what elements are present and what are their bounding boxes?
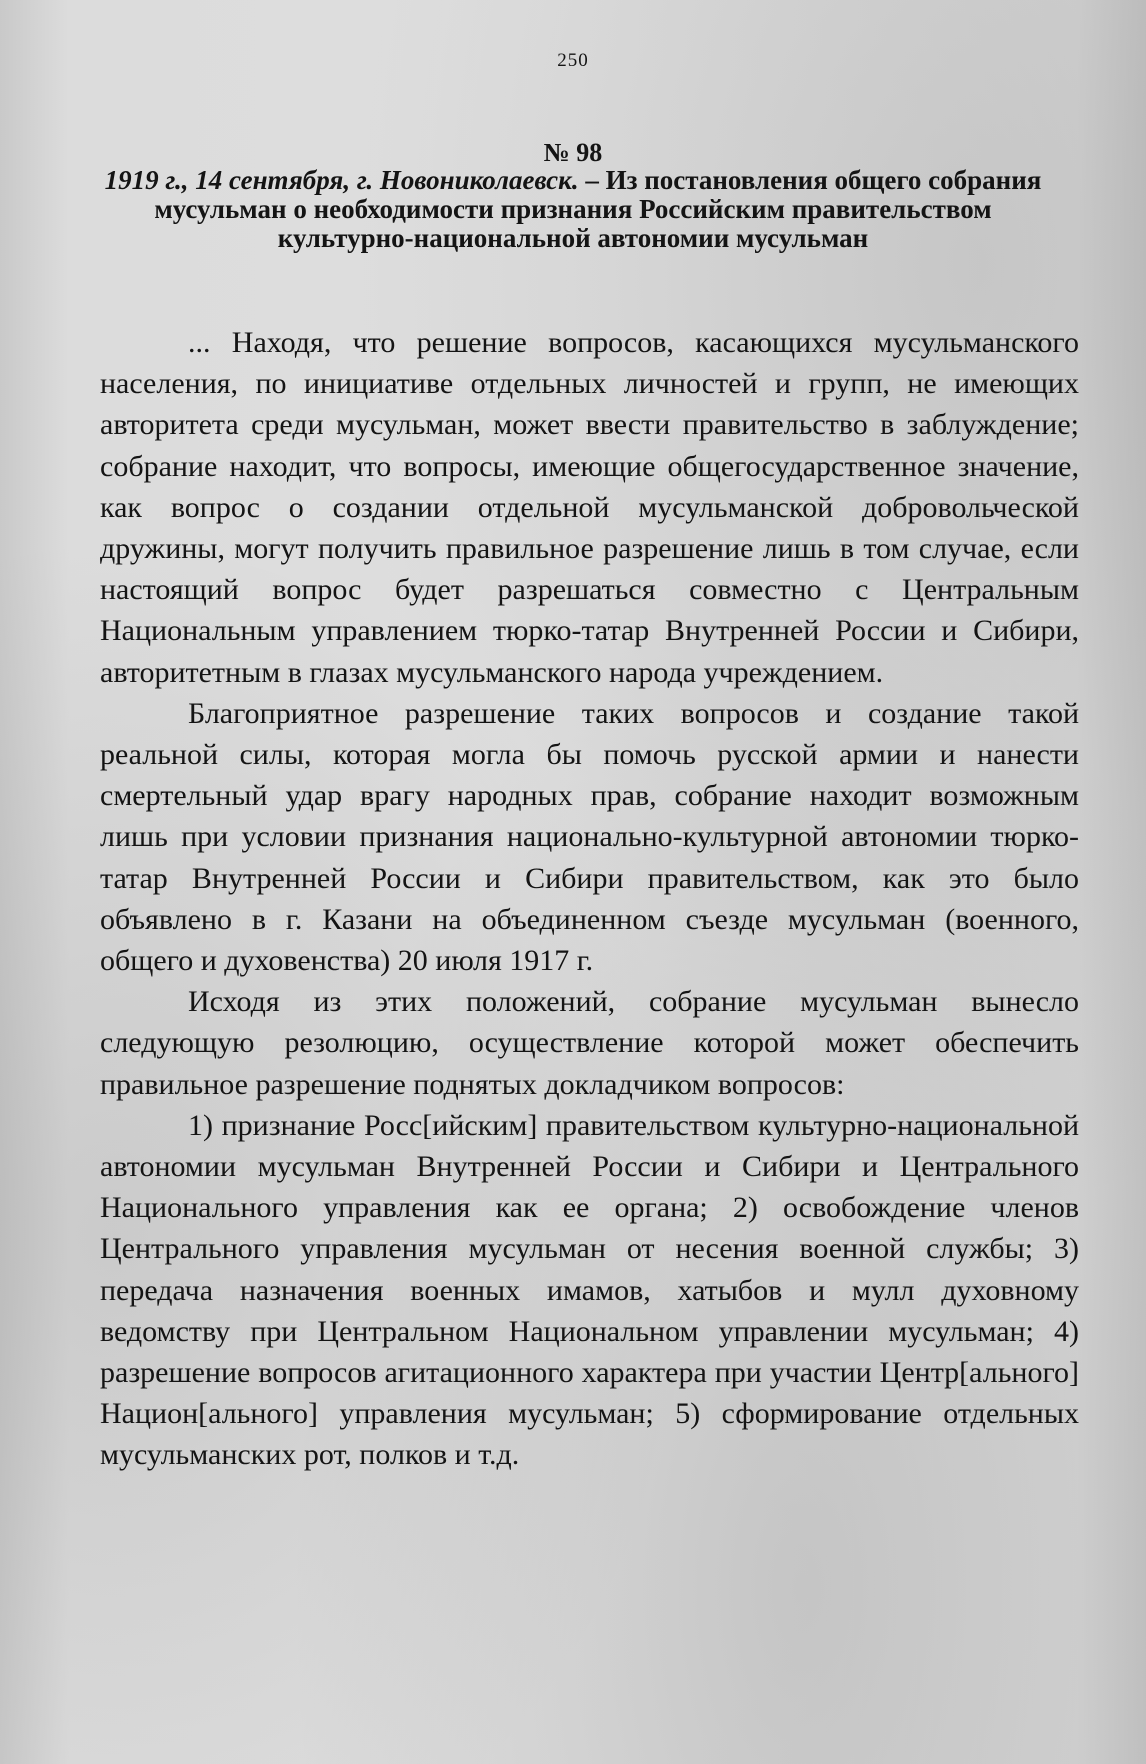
paragraph-resolution-items: 1) признание Росс[ийским] правительством культурно-национальной автономии мусульман Внутренней России и Сибири и Центрального Национального управления как ее органа; 2) освобождение членов Центрального управления мусульман от несения военной службы; 3) передача назначения военных имамов, хатыбов и мулл духовному ведомству при Центральном Национальном управлении мусульман; 4) разрешение вопросов агитационного характера при участии Центр[ального] Национ[ального] управления мусульман; 5) сформирование отдельных мусульманских рот, полков и т.д. xyxy=(100,1108,1079,1472)
paragraph-resolution-intro: Исходя из этих положений, собрание мусульман вынесло следующую резолюцию, осуществление которой может обеспечить правильное разрешение поднятых докладчиком вопросов: xyxy=(100,985,1079,1101)
document-date-place: 1919 г., 14 сентября, г. Новониколаевск. xyxy=(104,165,579,195)
document-number: № 98 xyxy=(543,138,603,167)
document-body xyxy=(100,322,1079,1476)
document-heading xyxy=(100,166,1046,253)
paragraph-findings: ... Находя, что решение вопросов, касающихся мусульманского населения, по инициативе отдельных личностей и групп, не имеющих авторитета среди мусульман, может ввести правительство в заблуждение; собрание находит, что вопросы, имеющие общегосударственное значение, как вопрос о создании отдельной мусульманской добровольческой дружины, могут получить правильное разрешение лишь в том случае, если настоящий вопрос будет разрешаться совместно с Центральным Национальным управлением тюрко-татар Внутренней России и Сибири, авторитетным в глазах мусульманского народа учреждением. xyxy=(100,326,1079,689)
document-title: – Из постановления общего собрания мусульман о необходимости признания Российским правительством культурно-национальной автономии мусульман xyxy=(154,165,1042,253)
page-number: 250 xyxy=(557,50,589,71)
paragraph-conditions: Благоприятное разрешение таких вопросов и создание такой реальной силы, которая могла бы помочь русской армии и нанести смертельный удар врагу народных прав, собрание находит возможным лишь при условии признания национально-культурной автономии тюрко-татар Внутренней России и Сибири правительством, как это было объявлено в г. Казани на объединенном съезде мусульман (военного, общего и духовенства) 20 июля 1917 г. xyxy=(100,696,1079,978)
